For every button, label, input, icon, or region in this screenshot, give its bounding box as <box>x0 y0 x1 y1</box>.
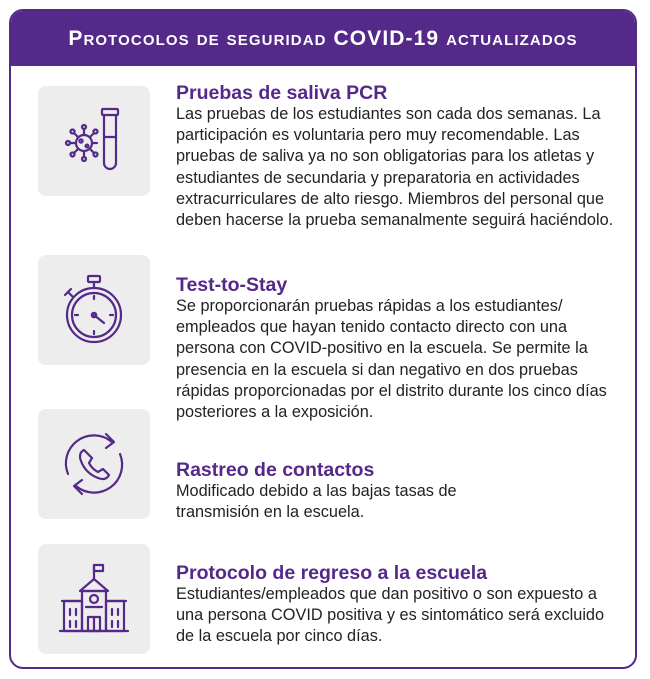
icon-tile <box>38 255 150 365</box>
section-body: Modificado debido a las bajas tasas de transmisión en la escuela. <box>176 482 457 522</box>
page-title: Protocolos de seguridad COVID-19 actualizados <box>11 11 635 66</box>
icon-tile <box>38 544 150 654</box>
stopwatch-icon <box>54 270 134 350</box>
section-body: Estudiantes/empleados que dan positivo o son expuesto a una persona COVID positiva y es sintomático será excluido de la escuela por cinco días. <box>176 585 605 646</box>
section-body: Las pruebas de los estudiantes son cada dos semanas. La participación es voluntaria pero muy recomendable. Las pruebas de saliva ya no son obligatorias para los atletas y estudiantes de secundaria y preparatoria en actividades extracurriculares de alto riesgo. Miembros del personal que deben hacerse la prueba semanalmente seguirá haciéndolo. <box>176 105 614 230</box>
section-title: Protocolo de regreso a la escuela <box>176 562 488 584</box>
section-title: Test-to-Stay <box>176 274 288 296</box>
section-body: Se proporcionarán pruebas rápidas a los estudiantes/ empleados que hayan tenido contacto directo con una persona con COVID-positivo en la escuela. Se permite la presencia en la escuela si dan negativo en dos pruebas rápidas proporcionadas por el distrito durante los cinco días posteriores a la exposición. <box>176 297 607 422</box>
phone-cycle-icon <box>54 424 134 504</box>
section-title: Rastreo de contactos <box>176 459 375 481</box>
school-building-icon <box>54 559 134 639</box>
icon-tile <box>38 86 150 196</box>
saliva-test-tube-virus-icon <box>54 101 134 181</box>
protocols-card <box>9 9 637 669</box>
icon-tile <box>38 409 150 519</box>
section-title: Pruebas de saliva PCR <box>176 82 388 104</box>
